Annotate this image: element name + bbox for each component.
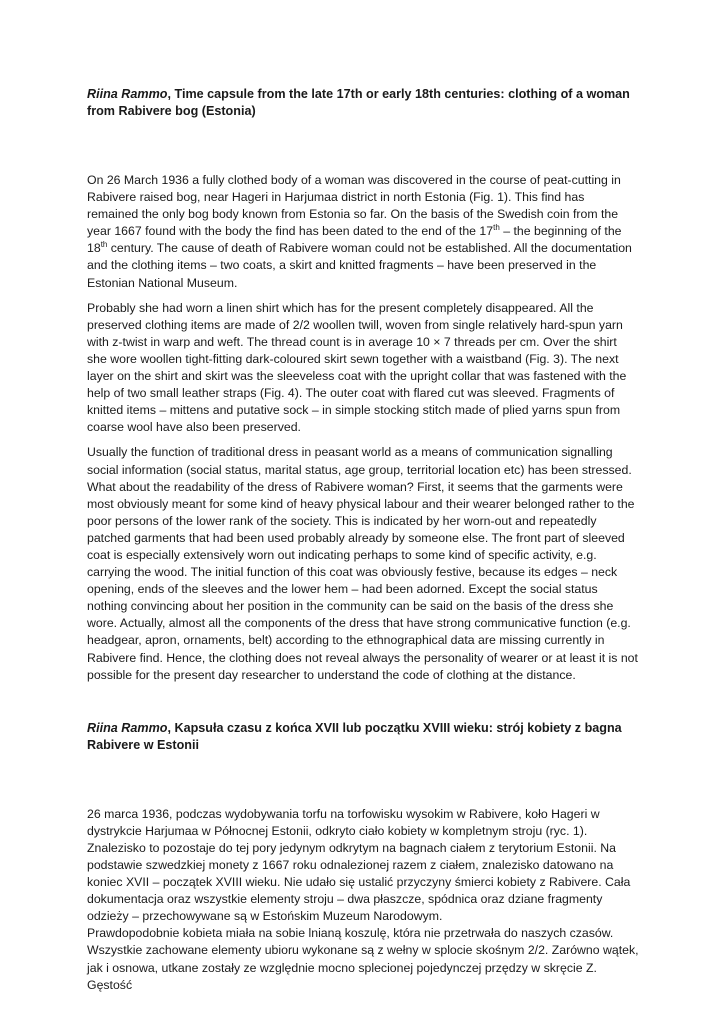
english-heading [87,86,639,120]
polish-paragraph-2: Prawdopodobnie kobieta miała na sobie lnianą koszulę, która nie przetrwała do naszych czasów. Wszystkie zachowane elementy ubioru wykonane są z wełny w splocie skośnym 2/2. Zarówno wątek, jak i osnowa, utkane zostały ze względnie mocno splecionej pojedynczej przędzy w skręcie Z. Gęstość [87,926,639,992]
polish-heading [87,720,639,754]
english-author: Riina Rammo [87,87,168,101]
superscript-th: th [493,223,500,233]
superscript-th: th [100,240,108,250]
polish-paragraph-1: 26 marca 1936, podczas wydobywania torfu na torfowisku wysokim w Rabivere, koło Hageri w dystrykcie Harjumaa w Północnej Estonii, odkryto ciało kobiety w kompletnym stroju (ryc. 1). Znalezisko to pozostaje do tej pory jedynym odkrytym na bagnach ciałem z terytorium Estonii. Na podstawie szwedzkiej monety z 1667 roku odnalezionej razem z ciałem, znalezisko datowano na koniec XVII – początek XVIII wieku. Nie udało się ustalić przyczyny śmierci kobiety z Rabivere. Cała dokumentacja oraz wszystkie elementy stroju – dwa płaszcze, spódnica oraz dziane fragmenty odzieży – przechowywane są w Estońskim Muzeum Narodowym. [87,806,631,924]
english-paragraph-1 [87,172,639,292]
english-paragraph-2: Probably she had worn a linen shirt which has for the present completely disappeared. All the preserved clothing items are made of 2/2 woollen twill, woven from single relatively hard-spun yarn with z-twist in warp and weft. The thread count is in average 10 × 7 threads per cm. Over the shirt she wore woollen tight-fitting dark-coloured skirt sewn together with a waistband (Fig. 3). The next layer on the shirt and skirt was the sleeveless coat with the upright collar that was fastened with the help of two small leather straps (Fig. 4). The outer coat with flared cut was sleeved. Fragments of knitted items – mittens and putative sock – in simple stocking stitch made of plied yarns spun from coarse wool have also been preserved. [87,300,627,435]
english-paragraph-3: Usually the function of traditional dress in peasant world as a means of communication signalling social information (social status, marital status, age group, territorial location etc) has been stressed. What about the readability of the dress of Rabivere woman? First, it seems that the garments were most obviously meant for some kind of heavy physical labour and their wearer belonged rather to the poor persons of the lower rank of the society. This is indicated by her worn-out and repeatedly patched garments that had been used probably already by someone else. The front part of sleeved coat is especially extensively worn out indicating perhaps to some kind of specific activity, e.g. carrying the wood. The initial function of this coat was obviously festive, because its edges – neck opening, ends of the sleeves and the lower hem – had been adorned. Except the social status nothing convincing about her position in the community can be said on the basis of the dress she wore. Actually, almost all the components of the dress that have strong communicative function (e.g. headgear, apron, ornaments, belt) according to the ethnographical data are missing currently in Rabivere find. Hence, the clothing does not reveal always the personality of wearer or at least it is not possible for the present day researcher to understand the code of clothing at the distance. [87,445,638,682]
polish-title: , Kapsuła czasu z końca XVII lub początku XVIII wieku: strój kobiety z bagna Rabivere w Estonii [87,720,622,752]
polish-author: Riina Rammo [87,720,168,735]
document-page [87,86,639,994]
english-title: , Time capsule from the late 17th or early 18th centuries: clothing of a woman from Rabivere bog (Estonia) [87,87,630,118]
english-p1-part-a: On 26 March 1936 a fully clothed body of a woman was discovered in the course of peat-cutting in Rabivere raised bog, near Hageri in Harjumaa district in north Estonia (Fig. 1). This find has remained the only bog body known from Estonia so far. On the basis of the Swedish coin from the year 1667 found with the body the find has been dated to the end of the 17 [87,173,621,239]
english-p1-part-b: – the beginning of the 18 [87,224,622,256]
english-p1-part-c: century. The cause of death of Rabivere woman could not be established. All the documentation and the clothing items – two coats, a skirt and knitted fragments – have been preserved in the Estonian National Museum. [87,241,632,290]
